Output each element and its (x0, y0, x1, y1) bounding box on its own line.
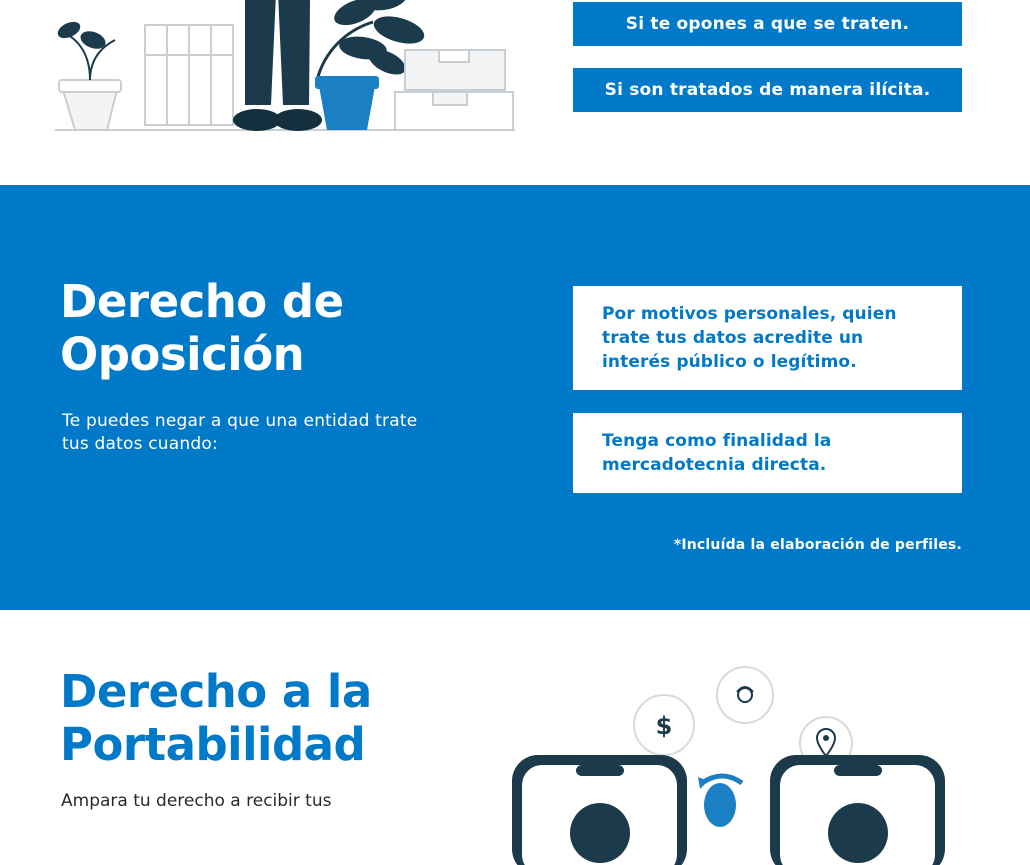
opposition-footnote: *Incluída la elaboración de perfiles. (673, 537, 962, 553)
person-with-plants-and-boxes-illustration (55, 0, 515, 140)
section-derecho-portabilidad (0, 610, 1030, 811)
opposition-title-line2: Oposición (60, 328, 305, 381)
pill-unlawful-processing: Si son tratados de manera ilícita. (573, 68, 962, 112)
opposition-card-direct-marketing: Tenga como finalidad la mercadotecnia directa. (573, 413, 962, 493)
pill-oppose-processing: Si te opones a que se traten. (573, 2, 962, 46)
portability-title-line1: Derecho a la (60, 665, 372, 718)
svg-text:$: $ (655, 712, 673, 740)
opposition-title (60, 275, 490, 381)
opposition-title-line1: Derecho de (60, 275, 344, 328)
opposition-card-public-interest: Por motivos personales, quien trate tus datos acredite un interés público o legítimo. (573, 286, 962, 390)
portability-subtitle: Ampara tu derecho a recibir tus (61, 791, 332, 811)
portability-title-line2: Portabilidad (60, 718, 366, 771)
opposition-subtitle: Te puedes negar a que una entidad trate tus datos cuando: (62, 411, 418, 454)
section-top (0, 0, 1030, 185)
section-derecho-oposicion (0, 185, 1030, 610)
two-phones-with-icons-illustration (480, 665, 980, 865)
portability-title (60, 665, 500, 771)
